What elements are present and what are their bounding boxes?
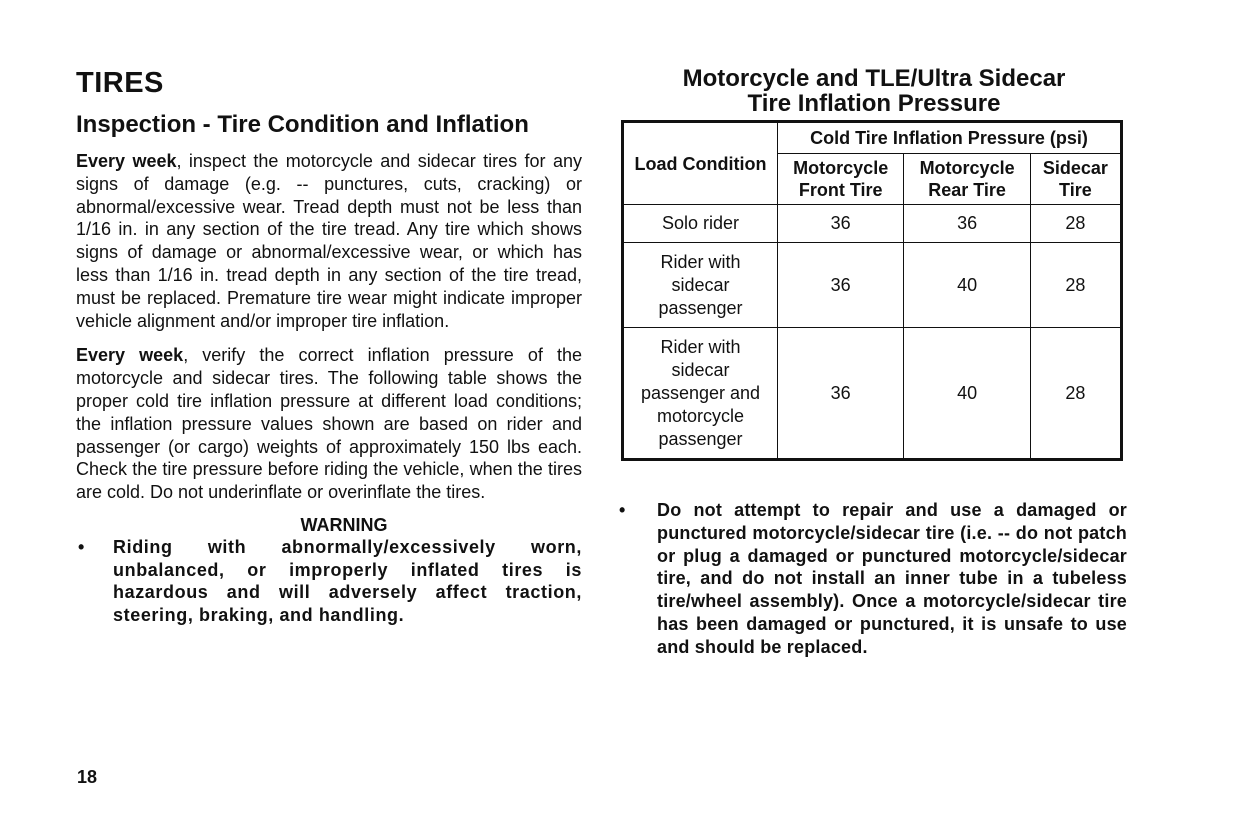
load-condition-cell <box>623 328 778 460</box>
front-pressure-cell: 36 <box>778 243 904 328</box>
front-pressure-cell: 36 <box>778 328 904 460</box>
warning-item <box>76 536 582 626</box>
rear-tire-header <box>904 154 1030 205</box>
rear-tire-header-line-1: Motorcycle <box>919 158 1015 178</box>
load-condition-cell <box>623 243 778 328</box>
table-row <box>623 328 1122 460</box>
warning-text: Riding with abnormally/excessively worn, unbalanced, or improperly inflated tires is hazardous and will adversely affect traction, steering, braking, and handling. <box>113 536 582 625</box>
load-condition-header: Load Condition <box>623 122 778 205</box>
front-tire-header-line-1: Motorcycle <box>793 158 889 178</box>
bullet-icon: • <box>78 536 85 557</box>
warning-heading: WARNING <box>300 514 388 535</box>
inflation-pressure-table <box>621 120 1123 461</box>
rear-tire-header-line-2: Rear Tire <box>928 180 1006 200</box>
sidecar-pressure-cell: 28 <box>1030 328 1121 460</box>
repair-note-item <box>617 499 1127 659</box>
table-header-row <box>623 122 1122 154</box>
repair-note-text: Do not attempt to repair and use a damaged or punctured motorcycle/sidecar tire (i.e. -- do not patch or plug a damaged or punctured motorcycle/sidecar tire, and do not install an inner tube in a tubeless tire/wheel assembly). Once a motorcycle/sidecar tire has been damaged or punctured, it is unsafe to use and should be replaced. <box>657 500 1127 657</box>
table-title-line-1: Motorcycle and TLE/Ultra Sidecar <box>682 65 1066 92</box>
right-column <box>617 60 1127 659</box>
load-condition-line: Solo rider <box>661 213 740 233</box>
load-condition-line: Rider with <box>660 336 741 357</box>
table-title-line-2: Tire Inflation Pressure <box>747 90 1001 117</box>
pressure-group-header: Cold Tire Inflation Pressure (psi) <box>778 122 1122 154</box>
page-number: 18 <box>77 767 98 787</box>
inspection-paragraph <box>76 150 582 332</box>
load-condition-cell <box>623 205 778 243</box>
front-tire-header <box>778 154 904 205</box>
rear-pressure-cell: 40 <box>904 328 1030 460</box>
sidecar-pressure-cell: 28 <box>1030 205 1121 243</box>
sidecar-tire-header-line-1: Sidecar <box>1042 158 1108 178</box>
sidecar-pressure-cell: 28 <box>1030 243 1121 328</box>
bullet-icon: • <box>619 500 626 520</box>
table-row <box>623 243 1122 328</box>
load-condition-line: passenger <box>658 297 743 318</box>
load-condition-line: Rider with <box>660 251 741 272</box>
load-condition-line: motorcycle <box>656 405 745 426</box>
front-pressure-cell: 36 <box>778 205 904 243</box>
inspection-lead: Every week <box>76 151 177 171</box>
load-condition-line: sidecar <box>671 274 730 295</box>
rear-pressure-cell: 36 <box>904 205 1030 243</box>
load-condition-line: sidecar <box>671 359 730 380</box>
page-title: TIRES <box>76 67 164 99</box>
table-title <box>617 66 1127 116</box>
rear-pressure-cell: 40 <box>904 243 1030 328</box>
inflation-paragraph <box>76 344 582 504</box>
table-row <box>623 205 1122 243</box>
inflation-text: , verify the correct inflation pressure of the motorcycle and sidecar tires. The following table shows the proper cold tire inflation pressure at different load conditions; the inflation pressure values shown are based on rider and passenger (or cargo) weights of approximately 150 lbs each. Check the tire pressure before riding the vehicle, when the tires are cold. Do not underinflate or overinflate the tires. <box>76 345 583 503</box>
inspection-text: , inspect the motorcycle and sidecar tires for any signs of damage (e.g. -- punctures, cuts, cracking) or abnormal/excessive wear. Tread depth must not be less than 1/16 in. in any section of the tire tread. Any tire which shows signs of damage or abnormal/excessive wear, or which has less than 1/16 in. tread depth in any section of the tire tread, must be replaced. Premature tire wear might indicate improper vehicle alignment and/or improper tire inflation. <box>76 151 582 331</box>
section-subtitle: Inspection - Tire Condition and Inflation <box>76 111 529 138</box>
left-column <box>76 60 582 626</box>
repair-note <box>617 499 1127 659</box>
front-tire-header-line-2: Front Tire <box>798 180 883 200</box>
inflation-lead: Every week <box>76 345 184 366</box>
sidecar-tire-header-line-2: Tire <box>1059 180 1092 200</box>
load-condition-line: passenger and <box>640 382 761 403</box>
load-condition-line: passenger <box>658 428 743 449</box>
sidecar-tire-header <box>1030 154 1121 205</box>
